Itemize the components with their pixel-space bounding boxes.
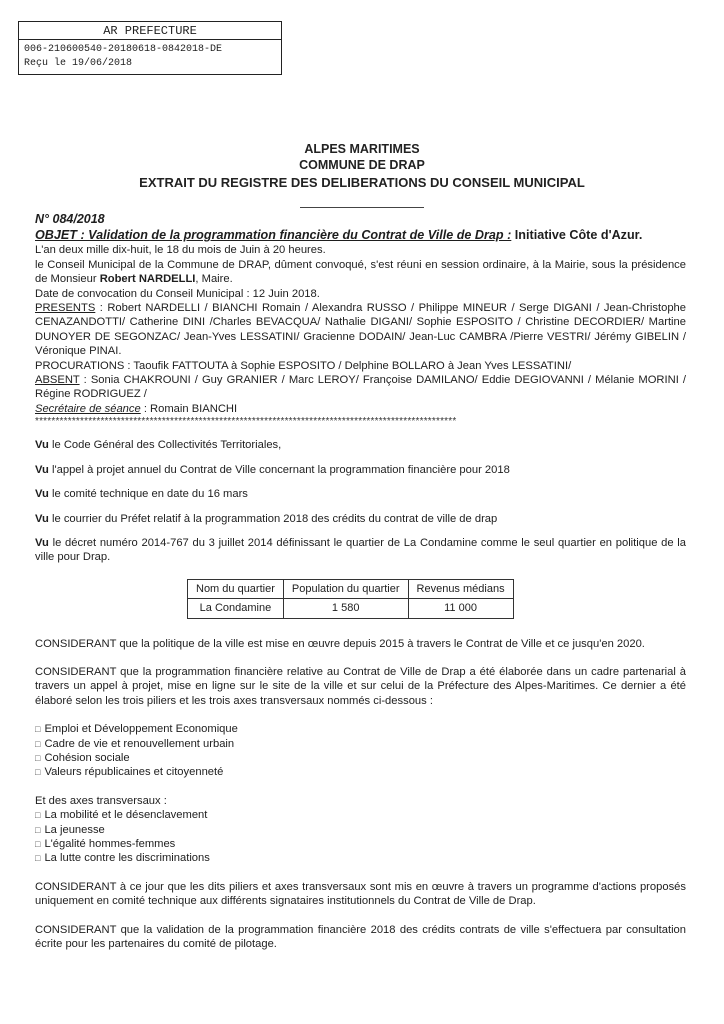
convened-post: , Maire. (195, 273, 233, 286)
list-item: □ La mobilité et le désenclavement (35, 808, 686, 822)
table-row (188, 599, 514, 618)
considerant-3: CONSIDERANT à ce jour que les dits piliers et axes transversaux sont mis en œuvre à travers un programme d'actions proposés uniquement en comité technique aux différents signataires institutionnels du Contrat de Ville de Drap. (35, 880, 686, 908)
table-cell: 1 580 (283, 599, 408, 618)
list-item: □ Cohésion sociale (35, 751, 686, 765)
stamp-received-date: Reçu le 19/06/2018 (24, 58, 133, 69)
deliberation-number: N° 084/2018 (35, 212, 105, 226)
absent-paragraph (35, 373, 686, 402)
table-header-cell: Revenus médians (408, 579, 513, 598)
separator-line: ******************************************************************************************************* (35, 416, 457, 428)
absent-label: ABSENT (35, 374, 80, 387)
list-item: □ Valeurs républicaines et citoyenneté (35, 765, 686, 779)
table-header-cell: Population du quartier (283, 579, 408, 598)
procurations-line: PROCURATIONS : Taoufik FATTOUTA à Sophie ESPOSITO / Delphine BOLLARO à Jean Yves LESSATINI/ (35, 359, 572, 372)
list-item: □ Cadre de vie et renouvellement urbain (35, 737, 686, 751)
department-heading: ALPES MARITIMES (304, 142, 420, 156)
object-rest: Initiative Côte d'Azur. (511, 228, 643, 243)
table-cell: La Condamine (188, 599, 284, 618)
object-label: OBJET : Validation de la programmation financière du Contrat de Ville de Drap : (35, 228, 512, 243)
presents-label: PRESENTS (35, 302, 96, 315)
vu-item: Vu le comité technique en date du 16 mars (35, 488, 248, 501)
vu-item: Vu le Code Général des Collectivités Territoriales, (35, 439, 282, 452)
list-item: □ La lutte contre les discriminations (35, 851, 686, 865)
presents-paragraph (35, 301, 686, 359)
title-divider (300, 207, 424, 208)
convocation-date: Date de convocation du Conseil Municipal : 12 Juin 2018. (35, 287, 320, 300)
table-cell: 11 000 (408, 599, 513, 618)
object-line (35, 227, 686, 243)
axes-list (35, 808, 686, 866)
register-title: EXTRAIT DU REGISTRE DES DELIBERATIONS DU CONSEIL MUNICIPAL (139, 175, 585, 190)
list-item: □ La jeunesse (35, 823, 686, 837)
list-item: □ L'égalité hommes-femmes (35, 837, 686, 851)
absent-list: : Sonia CHAKROUNI / Guy GRANIER / Marc LEROY/ Françoise DAMILANO/ Eddie DEGIOVANNI / Mélanie MORINI / Régine RODRIGUEZ / (35, 374, 686, 401)
secretary-name: : Romain BIANCHI (140, 402, 238, 415)
convened-paragraph (35, 258, 686, 287)
stamp-title: AR PREFECTURE (19, 22, 281, 40)
presents-list: : Robert NARDELLI / BIANCHI Romain / Alexandra RUSSO / Philippe MINEUR / Serge DIGANI / Jean-Christophe CENAZANDOTTI/ Catherine DINI /Charles BEVACQUA/ Nathalie DIGANI/ Sophie ESPOSITO / Christine DECORDIER/ Martine DUNOYER DE SEGONZAC/ Jean-Yves LESSATINI/ Gracienne DODAIN/ Jean-Luc CAMBRA /Pierre VESTRI/ Jérémy GIBELIN / Véronique PINAI. (35, 302, 686, 358)
table-header-row (188, 579, 514, 598)
quartier-table (187, 579, 514, 619)
stamp-reference: 006-210600540-20180618-0842018-DE (24, 44, 223, 55)
commune-heading: COMMUNE DE DRAP (299, 158, 425, 172)
considerant-4: CONSIDERANT que la validation de la programmation financière 2018 des crédits contrats de ville s'effectuera par consultation écrite pour les partenaires du comité de pilotage. (35, 923, 686, 951)
considerant-2: CONSIDERANT que la programmation financière relative au Contrat de Ville de Drap a été élaborée dans un cadre partenarial à travers un appel à projet, mise en ligne sur le site de la ville et sur celui de la Préfecture des Alpes-Maritimes. Ce dernier a été élaboré selon les trois piliers et les trois axes transversaux nommés ci-dessous : (35, 665, 686, 707)
secretary-label: Secrétaire de séance (35, 402, 141, 415)
vu-item: Vu le courrier du Préfet relatif à la programmation 2018 des crédits du contrat de ville de drap (35, 512, 498, 525)
vu-item: Vu l'appel à projet annuel du Contrat de Ville concernant la programmation financière pour 2018 (35, 463, 510, 476)
intro-line: L'an deux mille dix-huit, le 18 du mois de Juin à 20 heures. (35, 244, 326, 257)
mayor-name: Robert NARDELLI (99, 273, 196, 286)
list-item: □ Emploi et Développement Economique (35, 722, 686, 736)
secretary-line (35, 402, 686, 416)
document-body (35, 212, 686, 951)
piliers-list (35, 722, 686, 780)
prefecture-stamp (18, 21, 282, 75)
axes-title: Et des axes transversaux : (35, 794, 167, 807)
vu-item: Vu le décret numéro 2014-767 du 3 juillet 2014 définissant le quartier de La Condamine comme le seul quartier en politique de la ville pour Drap. (35, 536, 686, 564)
table-header-cell: Nom du quartier (188, 579, 284, 598)
convened-pre: le Conseil Municipal de la Commune de DRAP, dûment convoqué, s'est réuni en session ordinaire, à la Mairie, sous la présidence de Monsieur (35, 258, 686, 286)
considerant-1: CONSIDERANT que la politique de la ville est mise en œuvre depuis 2015 à travers le Contrat de Ville et ce jusqu'en 2020. (35, 637, 645, 650)
